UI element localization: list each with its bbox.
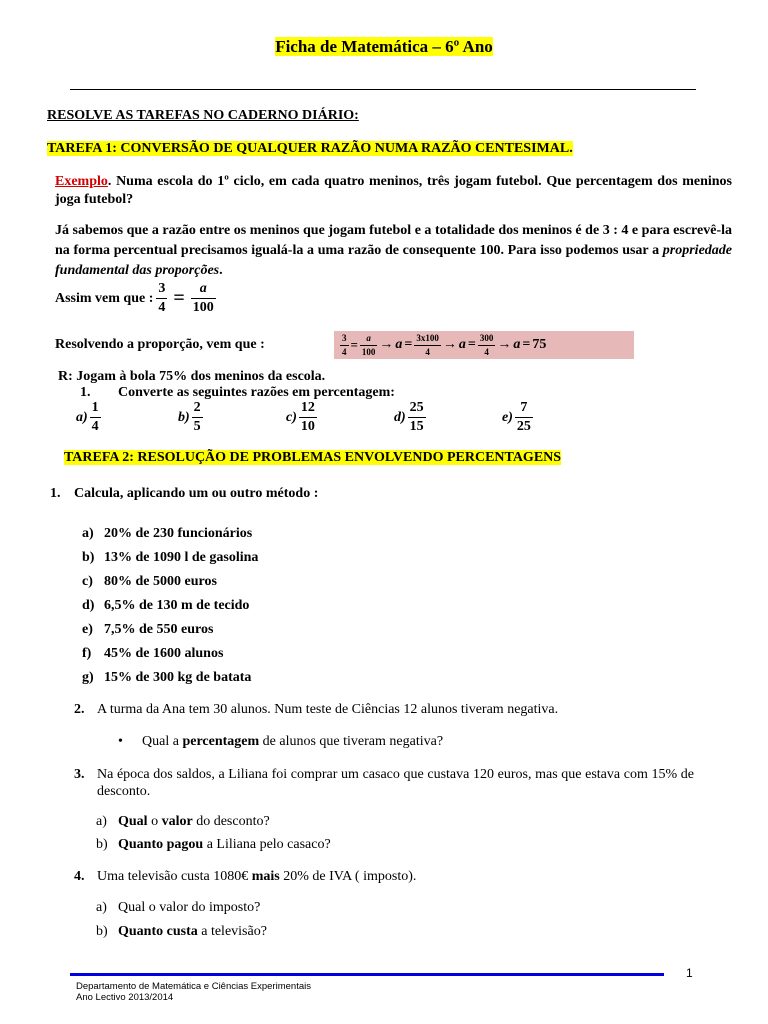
question-4a: a) Qual o valor do imposto? [96,900,261,915]
fraction-a-100: $\frac{a}{100}$ [192,281,214,315]
fraction-item: b) $\frac{2}{5}$ [178,400,201,434]
list-item: c) 80% de 5000 euros [82,574,217,589]
fraction-item: d) $\frac{25}{15}$ [394,400,424,434]
instruction: RESOLVE AS TAREFAS NO CADERNO DIÁRIO: [47,108,359,123]
header-rule [70,89,696,90]
list-item: e) 7,5% de 550 euros [82,622,214,637]
resolvendo-label: Resolvendo a proporção, vem que : [55,337,265,352]
example-label: Exemplo [55,174,108,189]
list-item: d) 6,5% de 130 m de tecido [82,598,250,613]
task2-title: TAREFA 2: RESOLUÇÃO DE PROBLEMAS ENVOLVENDO PERCENTAGENS [64,450,562,465]
fraction-item: a) $\frac{1}{4}$ [76,400,99,434]
fraction-item: e) $\frac{7}{25}$ [502,400,531,434]
list-item: a) 20% de 230 funcionários [82,526,253,541]
question-2-bullet: • Qual a percentagem de alunos que tiveram negativa? [118,734,444,749]
question-3: 3. Na época dos saldos, a Liliana foi comprar um casaco que custava 120 euros, mas que estava com 15% de desconto. [74,767,694,799]
assim-line: Assim vem que : $\frac{3}{4}$ = $\frac{a}{100}$ [55,281,214,315]
footer-year: Ano Lectivo 2013/2014 [76,992,174,1003]
list-item: g) 15% de 300 kg de batata [82,670,252,685]
exercise-1: 1. Converte as seguintes razões em percentagem: [80,385,395,400]
list-item: f) 45% de 1600 alunos [82,646,224,661]
question-3a: a) Qual o valor do desconto? [96,814,270,829]
question-2: 2. A turma da Ana tem 30 alunos. Num teste de Ciências 12 alunos tiveram negativa. [74,702,559,717]
fraction-item: c) $\frac{12}{10}$ [286,400,315,434]
page-number: 1 [686,966,693,980]
task1-title: TAREFA 1: CONVERSÃO DE QUALQUER RAZÃO NUMA RAZÃO CENTESIMAL. [47,141,573,156]
explanation-paragraph: Já sabemos que a razão entre os meninos que jogam futebol e a totalidade dos meninos é de 3 : 4 e para escrevê-la na forma percentual precisamos igualá-la a uma razão de consequente 100. Para isso podemos usar a propriedade fundamental das proporções. [55,223,732,278]
question-4b: b) Quanto custa a televisão? [96,924,267,939]
footer-department: Departamento de Matemática e Ciências Experimentais [76,981,311,992]
calc-box: $\frac{3}{4}$ = $\frac{a}{100}$ → a = $\frac{3x100}{4}$ → a = $\frac{300}{4}$ → a = 75 [334,331,634,359]
question-4: 4. Uma televisão custa 1080€ mais 20% de IVA ( imposto). [74,869,417,884]
footer-rule [70,973,664,976]
fractions-row [76,401,636,441]
example-paragraph: Exemplo. Numa escola do 1º ciclo, em cada quatro meninos, três jogam futebol. Que percentagem dos meninos joga futebol? [55,174,732,207]
page-title: Ficha de Matemática – 6º Ano [275,37,493,56]
list-item: b) 13% de 1090 l de gasolina [82,550,259,565]
fraction-3-4: $\frac{3}{4}$ [158,281,166,315]
question-3b: b) Quanto pagou a Liliana pelo casaco? [96,837,331,852]
question-1: 1. Calcula, aplicando um ou outro método : [50,486,319,501]
answer-line: R: Jogam à bola 75% dos meninos da escola. [58,369,326,384]
